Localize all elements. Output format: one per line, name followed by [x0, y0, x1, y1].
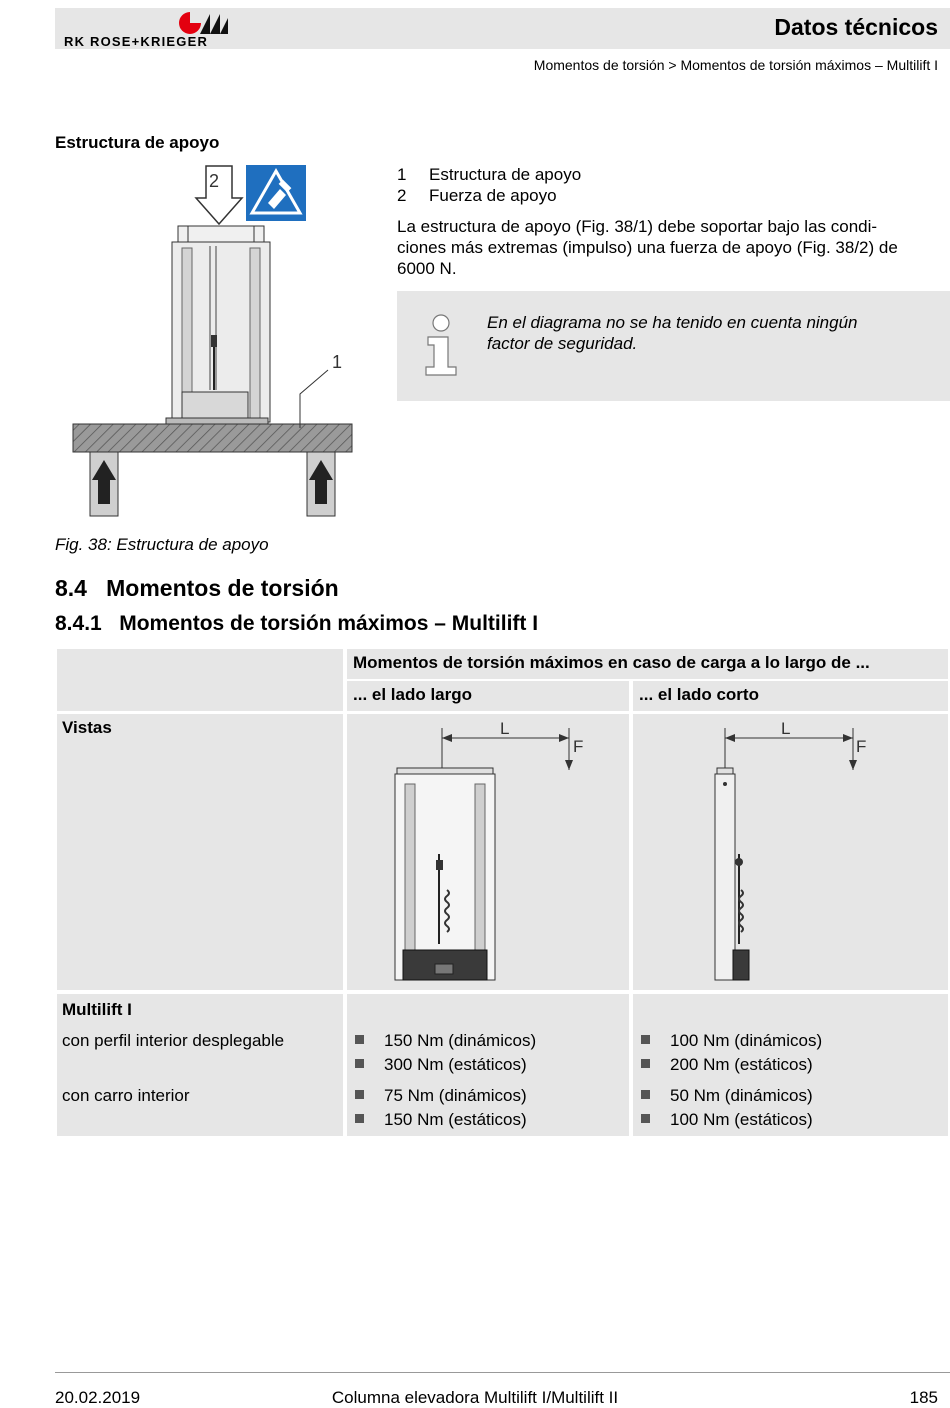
row-label: con perfil interior desplegable — [62, 1031, 285, 1050]
table-corner-cell — [57, 649, 343, 711]
figure-legend — [397, 164, 581, 206]
footer-date: 20.02.2019 — [55, 1388, 141, 1407]
table-label-cell: Multilift I con perfil interior desplegable con carro interior — [57, 994, 343, 1136]
footer-page-number: 185 — [909, 1388, 938, 1407]
value-item: 150 Nm (dinámicos) — [355, 1031, 536, 1051]
note-text: En el diagrama no se ha tenido en cuenta ningún factor de seguridad. — [487, 313, 858, 353]
dimension-L-short: L — [781, 719, 791, 738]
table-view-long-cell — [347, 714, 629, 990]
mandatory-protection-icon — [246, 165, 306, 221]
value-item: 300 Nm (estáticos) — [355, 1055, 527, 1075]
support-paragraph: La estructura de apoyo (Fig. 38/1) debe soportar bajo las condi- ciones más extremas (impulso) una fuerza de apoyo (Fig. 38/2) de 6000 N. — [397, 217, 898, 278]
table-view-short-cell — [633, 714, 948, 990]
bullet-icon — [641, 1114, 650, 1123]
long-side-view-illustration — [347, 714, 629, 990]
legend-item: 2 Fuerza de apoyo — [397, 186, 557, 205]
page-header-title: Datos técnicos — [774, 14, 938, 40]
callout-1: 1 — [332, 352, 343, 372]
row-label: con carro interior — [62, 1086, 190, 1105]
table-header-short: ... el lado corto — [633, 681, 948, 711]
support-structure-illustration — [60, 160, 360, 520]
value-item: 200 Nm (estáticos) — [641, 1055, 813, 1075]
value-item: 100 Nm (dinámicos) — [641, 1031, 822, 1051]
footer-doc-title: Columna elevadora Multilift I/Multilift II — [331, 1388, 619, 1407]
company-logo-text: RK ROSE+KRIEGER — [64, 34, 209, 49]
table-header-long: ... el lado largo — [347, 681, 629, 711]
value-item: 150 Nm (estáticos) — [355, 1110, 527, 1130]
dimension-F-short: F — [856, 737, 867, 756]
table-views-label-cell: Vistas — [57, 714, 343, 990]
bullet-icon — [641, 1059, 650, 1068]
value-item: 100 Nm (estáticos) — [641, 1110, 813, 1130]
bullet-icon — [355, 1114, 364, 1123]
bullet-icon — [355, 1059, 364, 1068]
value-item: 75 Nm (dinámicos) — [355, 1086, 527, 1106]
callout-2: 2 — [209, 171, 220, 191]
footer-divider — [55, 1372, 950, 1373]
subsection-heading: 8.4.1 Momentos de torsión máximos – Multilift I — [55, 612, 539, 635]
company-logo-icon — [176, 10, 230, 36]
info-icon — [422, 313, 460, 377]
support-plate — [73, 424, 352, 452]
table-header-span: Momentos de torsión máximos en caso de carga a lo largo de ... — [347, 649, 948, 679]
section-heading: 8.4 Momentos de torsión — [55, 575, 339, 601]
legend-item: 1 Estructura de apoyo — [397, 165, 582, 184]
short-side-view-illustration — [633, 714, 948, 990]
bullet-icon — [355, 1090, 364, 1099]
bullet-icon — [641, 1090, 650, 1099]
table-values-long-cell — [347, 994, 629, 1136]
bullet-icon — [641, 1035, 650, 1044]
bullet-icon — [355, 1035, 364, 1044]
figure-section-label: Estructura de apoyo — [55, 133, 220, 152]
dimension-F-long: F — [573, 737, 584, 756]
dimension-L-long: L — [500, 719, 510, 738]
table-values-short-cell — [633, 994, 948, 1136]
breadcrumb: Momentos de torsión > Momentos de torsión máximos – Multilift I — [533, 57, 938, 73]
figure-caption: Fig. 38: Estructura de apoyo — [55, 535, 269, 554]
value-item: 50 Nm (dinámicos) — [641, 1086, 813, 1106]
